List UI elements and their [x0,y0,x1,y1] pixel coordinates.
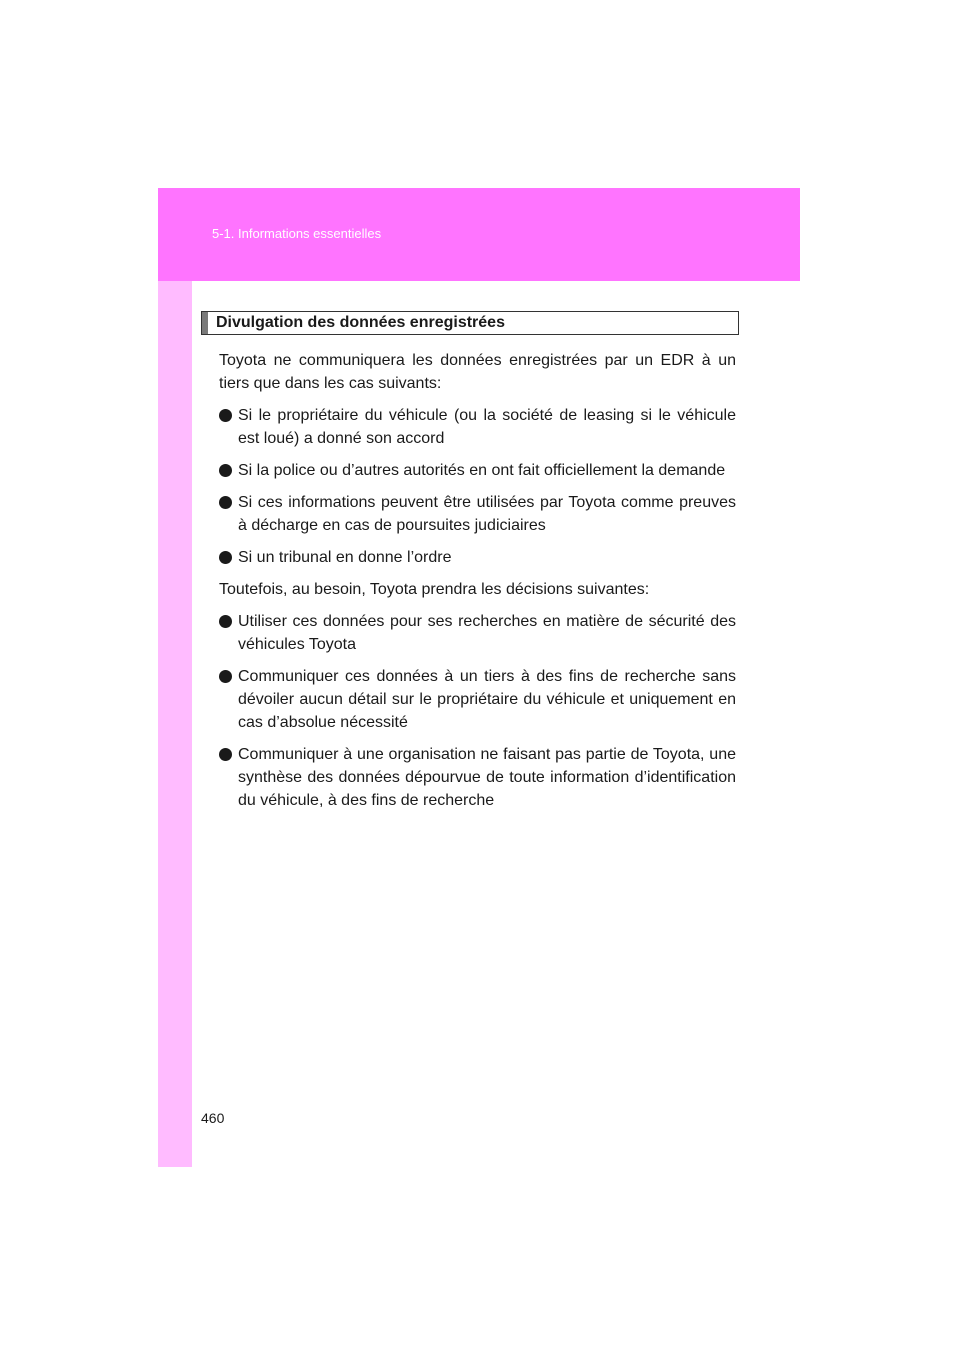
section-title: 5-1. Informations essentielles [212,226,382,241]
bullet-icon [219,670,232,683]
side-band [158,281,192,1167]
list-item-text: Si un tribunal en donne l’ordre [238,549,452,566]
list-item-text: Si le propriétaire du véhicule (ou la société de leasing si le véhicule est loué) a donné son accord [238,407,736,447]
intro-paragraph: Toyota ne communiquera les données enregistrées par un EDR à un tiers que dans les cas suivants: [219,352,736,392]
however-paragraph: Toutefois, au besoin, Toyota prendra les décisions suivantes: [219,581,650,598]
list-item-text: Si la police ou d’autres autorités en ont fait officiellement la demande [238,462,726,479]
list-item [219,743,736,812]
bullet-icon [219,748,232,761]
page-number: 460 [201,1110,225,1126]
list-item [219,459,736,482]
list-item [219,546,736,569]
heading-marker [202,312,208,334]
bullet-icon [219,409,232,422]
section-heading [201,311,739,335]
list-item [219,665,736,734]
body-content [219,349,736,821]
list-item [219,610,736,656]
list-item [219,404,736,450]
list-item-text: Si ces informations peuvent être utilisées par Toyota comme preuves à décharge en cas de poursuites judiciaires [238,494,736,534]
bullet-icon [219,464,232,477]
list-item-text: Communiquer à une organisation ne faisant pas partie de Toyota, une synthèse des données dépourvue de toute information d’identification du véhicule, à des fins de recherche [238,746,736,809]
list-item [219,491,736,537]
list-item-text: Communiquer ces données à un tiers à des fins de recherche sans dévoiler aucun détail sur le propriétaire du véhicule et uniquement en cas d’absolue nécessité [238,668,736,731]
list-item-text: Utiliser ces données pour ses recherches en matière de sécurité des véhicules Toyota [238,613,736,653]
bullet-icon [219,496,232,509]
bullet-icon [219,551,232,564]
bullet-icon [219,615,232,628]
heading-text: Divulgation des données enregistrées [216,314,505,331]
